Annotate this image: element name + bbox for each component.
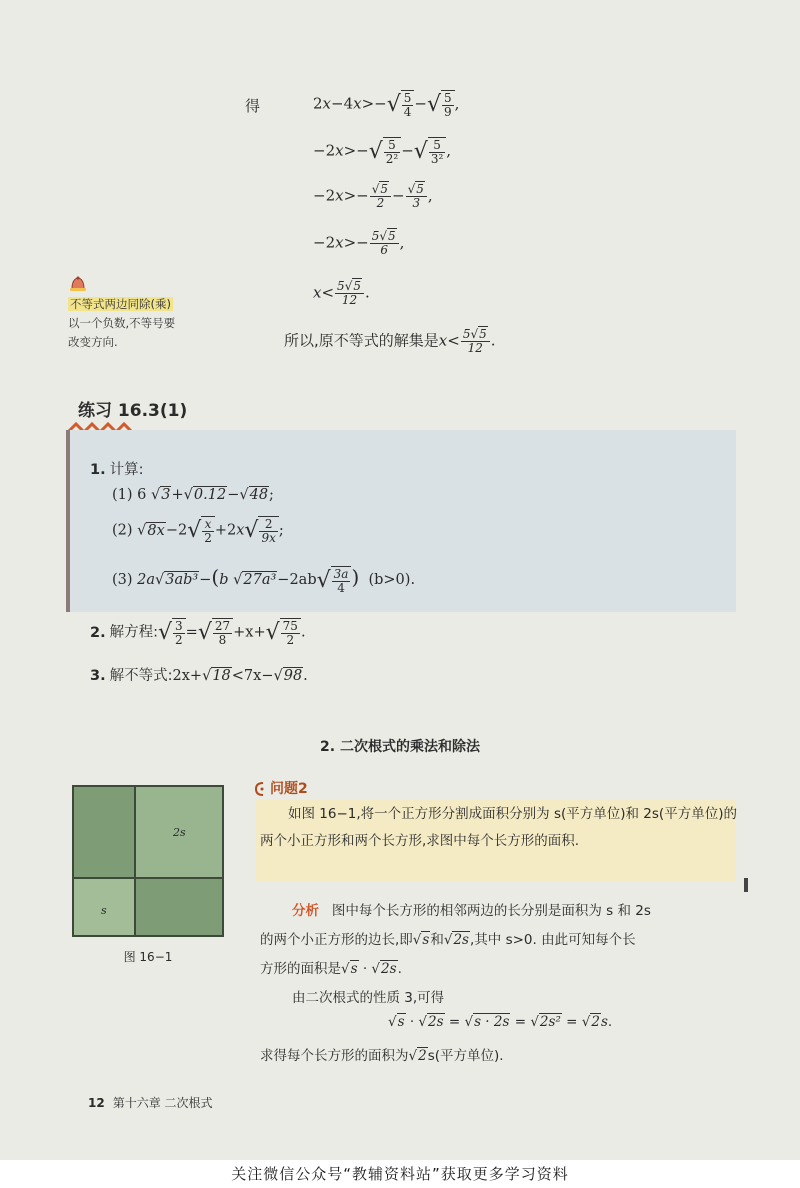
side-note-line-2: 以一个负数,不等号要 — [68, 316, 176, 330]
figure-label-2s: 2s — [173, 826, 186, 839]
problem-title: 问题2 — [270, 781, 308, 797]
figure-caption: 图 16−1 — [123, 950, 173, 964]
exercise-q1-part3: (3) 2a√3ab³−(b √27a³−2ab√ $\frac{3a}{4}$ ) (b>0). — [112, 565, 416, 595]
derivation-line-1: 2x−4x>−√ $\frac{5}{4}$ −√ $\frac{5}{9}$ , — [313, 91, 460, 119]
derivation-line-3: −2x>− $\frac{√5}{2}$ − $\frac{√5}{3}$ , — [313, 182, 433, 210]
question-bracket-icon — [253, 781, 267, 797]
side-note — [68, 275, 238, 352]
margin-mark — [744, 878, 748, 892]
exercise-q3: 3. 解不等式:2x+√18<7x−√98. — [90, 668, 308, 684]
analysis-line-3: 方形的面积是√s · √2s. — [260, 961, 402, 977]
watermark-text: 关注微信公众号“教辅资料站”获取更多学习资料 — [231, 1165, 569, 1183]
side-note-line-3: 改变方向. — [68, 335, 118, 349]
analysis-line-2: 的两个小正方形的边长,即√s和√2s,其中 s>0. 由此可知每个长 — [260, 932, 636, 948]
derivation-line-2: −2x>−√ $\frac{5}{\text{2²}}$ −√ $\frac{5}{\text{3²}}$ , — [313, 138, 452, 166]
exercise-title: 练习 16.3(1) — [78, 401, 188, 421]
page-footer — [88, 1094, 213, 1111]
page-number: 12 — [88, 1096, 105, 1110]
side-note-line-1: 不等式两边同除(乘) — [70, 297, 171, 311]
derivation-word: 得 — [245, 97, 261, 115]
exercise-q2: 2. 解方程:√ $\frac{3}{2}$ =√ $\frac{27}{8}$ +x+√ $\frac{75}{2}$ . — [90, 619, 306, 647]
exercise-q1-part2: (2) √8x−2√ $\frac{x}{2}$ +2x√ $\frac{2}{9x}$ ; — [112, 517, 284, 545]
analysis-line-4: 由二次根式的性质 3,可得 — [292, 990, 445, 1006]
section-title: 2. 二次根式的乘法和除法 — [320, 739, 480, 755]
exercise-q1: 1. 计算: — [90, 462, 144, 478]
analysis-line-5: √s · √2s = √s · 2s = √2s² = √2s. — [388, 1014, 613, 1030]
analysis-line-6: 求得每个长方形的面积为√2s(平方单位). — [260, 1048, 504, 1064]
figure-label-s: s — [101, 904, 107, 917]
bell-icon — [68, 275, 88, 293]
derivation-line-5: x< $\frac{5√5}{12}$ . — [313, 279, 370, 307]
problem-text: 如图 16−1,将一个正方形分割成面积分别为 s(平方单位)和 2s(平方单位)的两个小正方形和两个长方形,求图中每个长方形的面积. — [260, 806, 737, 849]
exercise-q1-part1: (1) 6 √3+√0.12−√48; — [112, 487, 274, 503]
derivation-line-4: −2x>− $\frac{5√5}{6}$ , — [313, 229, 405, 257]
figure-16-1 — [72, 785, 224, 937]
analysis-line-1: 分析 图中每个长方形的相邻两边的长分别是面积为 s 和 2s — [292, 903, 651, 919]
chapter-name: 第十六章 二次根式 — [112, 1096, 213, 1110]
derivation-conclusion: 所以,原不等式的解集是x< $\frac{5√5}{12}$ . — [284, 327, 496, 355]
